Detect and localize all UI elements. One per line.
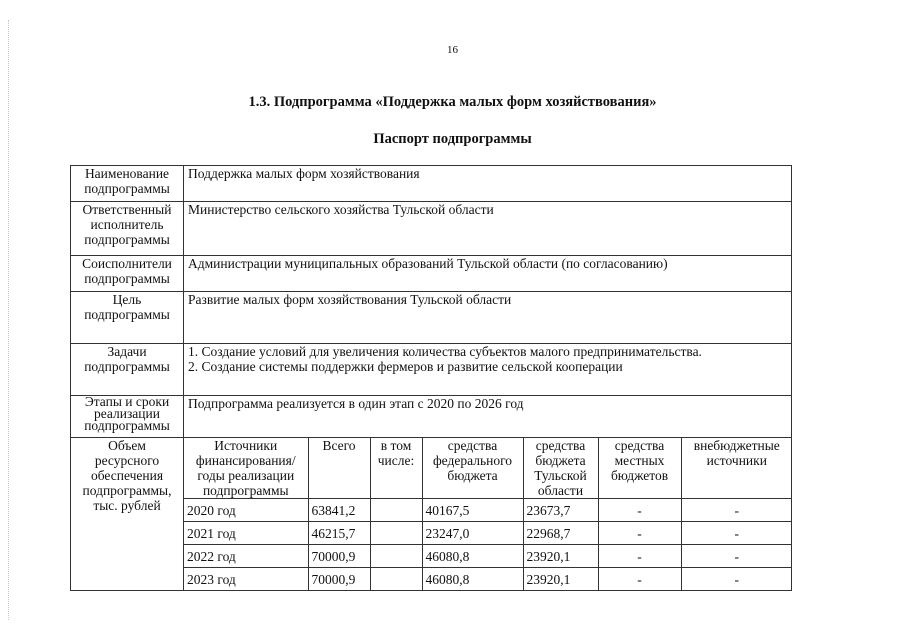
local-cell: - [598, 499, 681, 522]
page-number: 16 [447, 44, 458, 56]
passport-row-tasks [71, 344, 792, 396]
passport-row-responsible [71, 202, 792, 256]
passport-title: Паспорт подпрограммы [373, 131, 532, 147]
funding-header-row [184, 438, 792, 499]
table-row [184, 499, 792, 522]
year-cell: 2020 год [184, 499, 308, 522]
row-value: Поддержка малых форм хозяйствования [184, 166, 792, 202]
row-label: Соисполнители подпрограммы [71, 256, 184, 292]
passport-table [70, 165, 792, 591]
row-value: Подпрограмма реализуется в один этап с 2020 по 2026 год [184, 396, 792, 438]
passport-row-coexecutors [71, 256, 792, 292]
year-cell: 2022 год [184, 545, 308, 568]
federal-cell: 46080,8 [422, 545, 523, 568]
passport-row-goal [71, 292, 792, 344]
header-regional: средства бюджета Тульской области [523, 438, 598, 499]
row-label: Задачи подпрограммы [71, 344, 184, 396]
including-cell [370, 522, 422, 545]
task-line: 1. Создание условий для увеличения количества субъектов малого предпринимательства. [188, 344, 702, 359]
header-sources: Источники финансирования/ годы реализации подпрограммы [184, 438, 308, 499]
header-extrabudget: внебюджетные источники [681, 438, 792, 499]
row-value: Развитие малых форм хозяйствования Тульской области [184, 292, 792, 344]
local-cell: - [598, 522, 681, 545]
funding-table [184, 438, 792, 590]
row-label: Ответственный исполнитель подпрограммы [71, 202, 184, 256]
header-total: Всего [308, 438, 370, 499]
total-cell: 70000,9 [308, 568, 370, 591]
table-row [184, 568, 792, 591]
extrabudget-cell: - [681, 568, 792, 591]
federal-cell: 40167,5 [422, 499, 523, 522]
header-federal: средства федерального бюджета [422, 438, 523, 499]
passport-row-stages [71, 396, 792, 438]
year-cell: 2023 год [184, 568, 308, 591]
row-label: Цель подпрограммы [71, 292, 184, 344]
table-row [184, 545, 792, 568]
total-cell: 70000,9 [308, 545, 370, 568]
extrabudget-cell: - [681, 545, 792, 568]
row-value: Министерство сельского хозяйства Тульской области [184, 202, 792, 256]
local-cell: - [598, 545, 681, 568]
federal-cell: 23247,0 [422, 522, 523, 545]
year-cell: 2021 год [184, 522, 308, 545]
regional-cell: 23673,7 [523, 499, 598, 522]
regional-cell: 23920,1 [523, 545, 598, 568]
federal-cell: 46080,8 [422, 568, 523, 591]
funding-cell [184, 438, 792, 591]
header-including: в том числе: [370, 438, 422, 499]
including-cell [370, 499, 422, 522]
total-cell: 63841,2 [308, 499, 370, 522]
regional-cell: 23920,1 [523, 568, 598, 591]
passport-row-funding [71, 438, 792, 591]
local-cell: - [598, 568, 681, 591]
row-label: Объем ресурсного обеспечения подпрограммы, тыс. рублей [71, 438, 184, 591]
row-label: Наименование подпрограммы [71, 166, 184, 202]
total-cell: 46215,7 [308, 522, 370, 545]
section-title: 1.3. Подпрограмма «Поддержка малых форм хозяйствования» [248, 94, 657, 110]
including-cell [370, 545, 422, 568]
extrabudget-cell: - [681, 522, 792, 545]
header-local: средства местных бюджетов [598, 438, 681, 499]
including-cell [370, 568, 422, 591]
row-value: Администрации муниципальных образований Тульской области (по согласованию) [184, 256, 792, 292]
row-value [184, 344, 792, 396]
row-label: Этапы и сроки реализации подпрограммы [71, 396, 184, 438]
passport-row-name [71, 166, 792, 202]
regional-cell: 22968,7 [523, 522, 598, 545]
table-row [184, 522, 792, 545]
extrabudget-cell: - [681, 499, 792, 522]
task-line: 2. Создание системы поддержки фермеров и развитие сельской кооперации [188, 359, 623, 374]
